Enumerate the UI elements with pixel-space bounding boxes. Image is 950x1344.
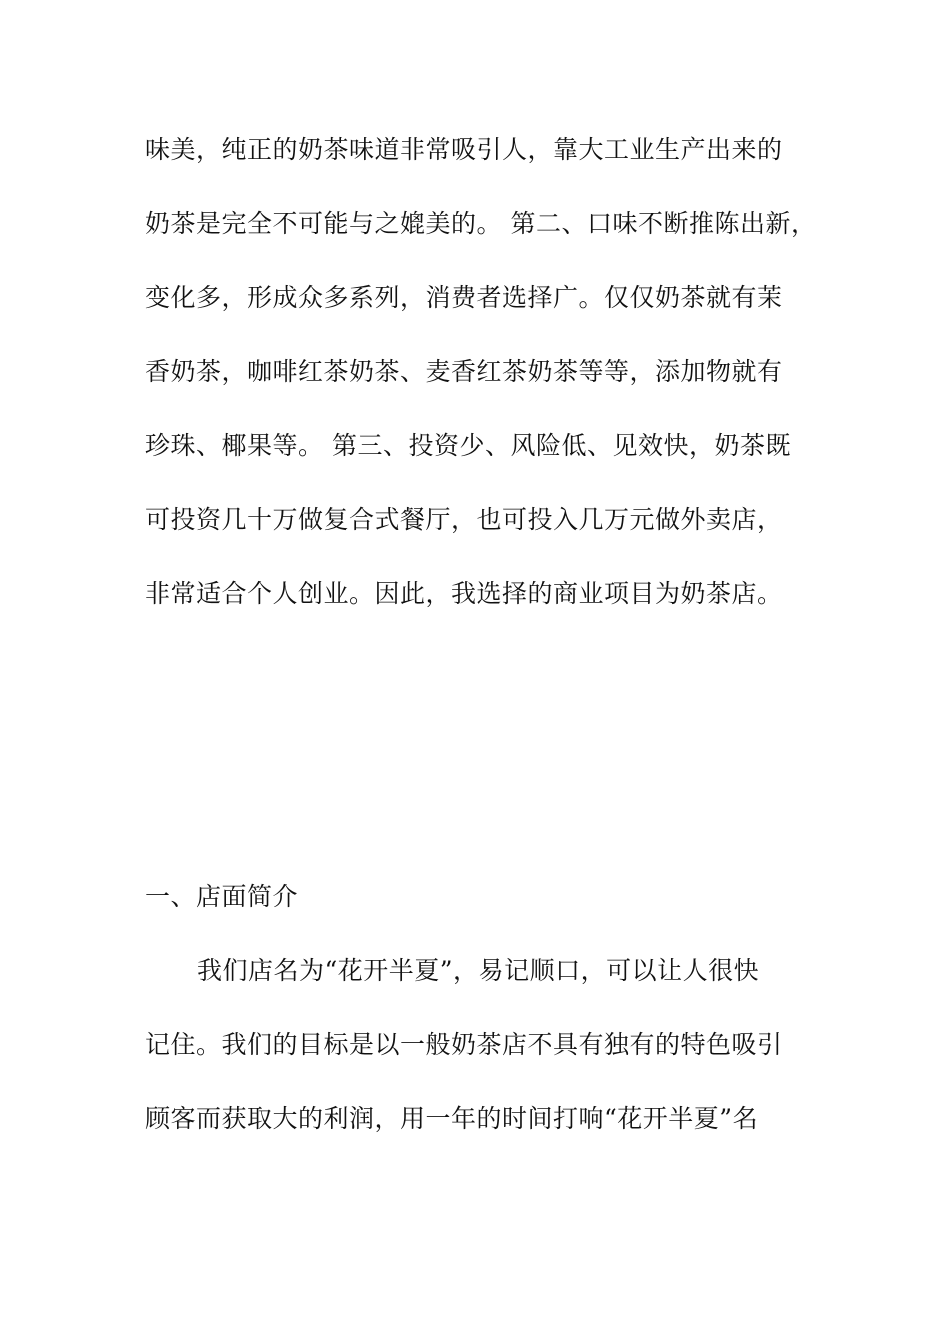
paragraph-line: 珍珠、椰果等。 第三、投资少、风险低、见效快，奶茶既 bbox=[145, 431, 791, 460]
section-heading: 一、店面简介 bbox=[145, 882, 299, 911]
paragraph-line: 变化多，形成众多系列，消费者选择广。仅仅奶茶就有茉 bbox=[145, 283, 783, 312]
paragraph-line: 可投资几十万做复合式餐厅，也可投入几万元做外卖店， bbox=[145, 505, 783, 534]
paragraph-line: 香奶茶，咖啡红茶奶茶、麦香红茶奶茶等等，添加物就有 bbox=[145, 357, 783, 386]
paragraph-line: 非常适合个人创业。因此，我选择的商业项目为奶茶店。 bbox=[145, 579, 783, 608]
paragraph-line: 奶茶是完全不可能与之媲美的。 第二、口味不断推陈出新， bbox=[145, 209, 817, 238]
paragraph-line: 味美，纯正的奶茶味道非常吸引人，靠大工业生产出来的 bbox=[145, 135, 783, 164]
paragraph-line: 顾客而获取大的利润，用一年的时间打响“花开半夏”名 bbox=[145, 1104, 759, 1133]
paragraph-line: 记住。我们的目标是以一般奶茶店不具有独有的特色吸引 bbox=[145, 1030, 783, 1059]
paragraph-line: 我们店名为“花开半夏”，易记顺口，可以让人很快 bbox=[197, 956, 760, 985]
